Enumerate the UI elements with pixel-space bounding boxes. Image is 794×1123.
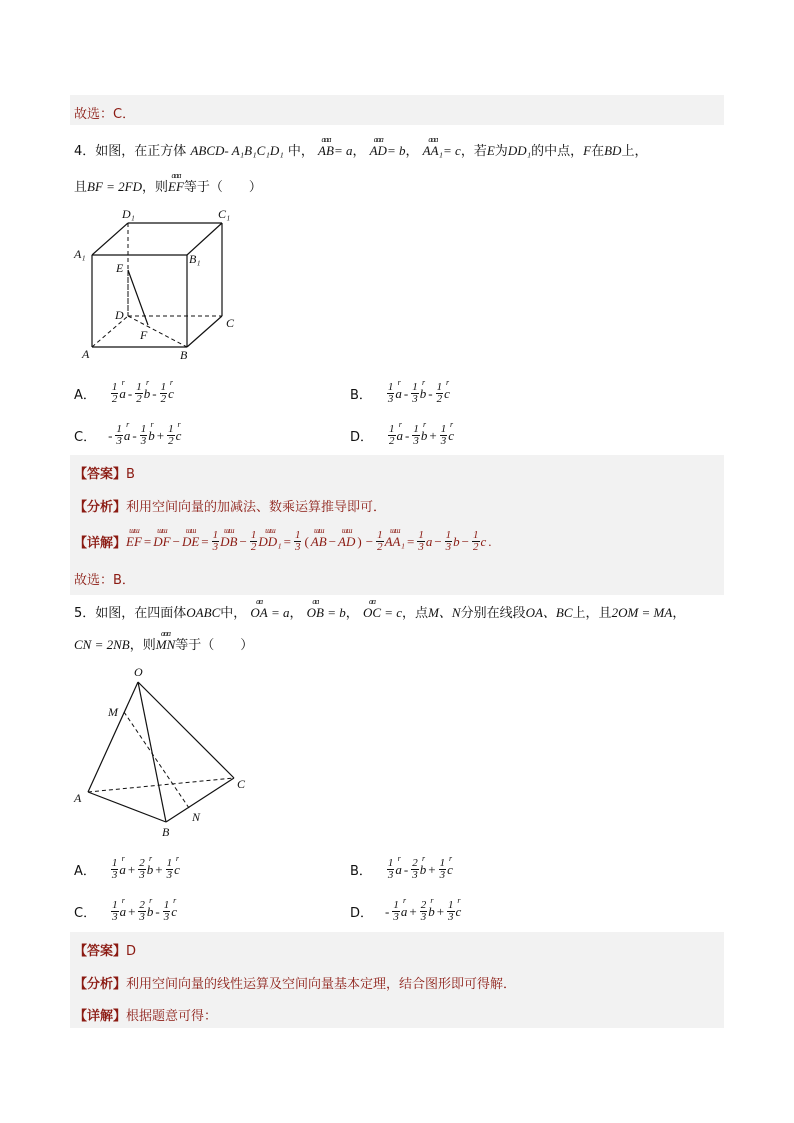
q4-stem-line1: 4．如图，在正方体 ABCD- A₁B₁C₁D₁ 中， ɑɑɑ AB= a， ɑɑɑ AD= b， ɑɑɑ AA₁= c，若E为DD₁的中点，F在BD上， [74,135,648,159]
option-label: B． [350,388,372,403]
label-b: B [180,348,188,362]
q4-condition: BF = 2FD [87,179,142,194]
label-c: C [237,777,246,791]
q4-answer: 【答案】B [74,467,135,482]
q5-analysis: 【分析】利用空间向量的线性运算及空间向量基本定理，结合图形即可得解． [74,977,517,992]
q5-option-1[interactable]: B． $\frac{1}{3}$ r a - $\frac{2}{3}$ r b + $\frac{1}{3}$ r c [350,853,453,881]
q4-detail: 【详解】 ɯɯ EF = ɯɯ DF − ɯɯ DE = $\frac{1}{3}$ ɯɯ DB − $\frac{1}{2}$ ɯɯ DD₁ = $\frac{1}{3}$ ( ɯɯ AB − ɯɯ AD ) − $\frac{1}{2}$ ɯɯ AA₁ = $\frac{1}{3}$ a − $\frac{1}{3}$ b − $\frac{1}{2}$ c . [74,525,492,553]
label-o: O [134,665,143,679]
label-f: F [140,328,148,342]
option-label: A． [74,388,96,403]
q4-vector-aa1: ɑɑɑ AA₁ [422,135,444,158]
cube-figure [72,205,242,365]
label-d1: D₁ [122,207,135,221]
option-label: D． [350,906,374,921]
label-n: N [192,810,201,824]
q5-stem-line2: CN = 2NB，则 ɑɑɑ MN等于（ ） [74,629,254,653]
q4-option-0[interactable]: A． $\frac{1}{2}$ r a - $\frac{1}{2}$ r b - $\frac{1}{2}$ r c [74,377,174,405]
label-c: C [226,316,235,330]
q5-vector-ob: ɑɑ OB [306,597,325,620]
q4-cube-name: ABCD- A₁B₁C₁D₁ [190,143,284,158]
q5-vector-oa: ɑɑ OA [250,597,268,620]
q4-option-2[interactable]: C． - $\frac{1}{3}$ r a - $\frac{1}{3}$ r b + $\frac{1}{2}$ r c [74,419,182,447]
label-a: A [74,791,82,805]
q5-answer: 【答案】D [74,944,137,959]
q4-vector-ef: ɑɑɑ EF [168,171,184,194]
label-a: A [82,347,90,361]
label-d: D [115,308,124,322]
tetrahedron-figure [70,660,260,840]
q4-vector-ab: ɑɑɑ AB [318,135,334,158]
label-m: M [108,705,118,719]
q4-option-3[interactable]: D． $\frac{1}{2}$ r a - $\frac{1}{3}$ r b + $\frac{1}{3}$ r c [350,419,454,447]
q5-detail: 【详解】根据题意可得： [74,1009,218,1024]
q4-final-choice: 故选：B． [74,573,135,588]
option-label: B． [350,864,372,879]
q5-vector-mn: ɑɑɑ MN [155,629,176,652]
option-label: C． [74,906,97,921]
prev-choice-text: 故选：C． [74,107,136,122]
q4-stem-line2: 且BF = 2FD，则 ɑɑɑ EF等于（ ） [74,171,262,195]
q4-number: 4． [74,144,96,159]
label-b: B [162,825,170,839]
label-c1: C₁ [218,207,231,221]
q5-option-0[interactable]: A． $\frac{1}{3}$ r a + $\frac{2}{3}$ r b + $\frac{1}{3}$ r c [74,853,180,881]
q4-option-1[interactable]: B． $\frac{1}{3}$ r a - $\frac{1}{3}$ r b - $\frac{1}{2}$ r c [350,377,450,405]
q5-vector-oc: ɑɑ OC [362,597,381,620]
q4-analysis: 【分析】利用空间向量的加减法、数乘运算推导即可． [74,500,387,515]
q5-option-3[interactable]: D． - $\frac{1}{3}$ r a + $\frac{2}{3}$ r b + $\frac{1}{3}$ r c [350,895,462,923]
q5-number: 5． [74,606,96,621]
option-label: A． [74,864,96,879]
q5-option-2[interactable]: C． $\frac{1}{3}$ r a + $\frac{2}{3}$ r b - $\frac{1}{3}$ r c [74,895,178,923]
q5-stem-line1: 5．如图，在四面体OABC中， ɑɑ OA = a， ɑɑ OB = b， ɑɑ OC = c，点M、N分别在线段OA、BC上，且2OM = MA， [74,597,686,621]
label-b1: B₁ [189,252,201,266]
option-label: D． [350,430,374,445]
q4-vector-ad: ɑɑɑ AD [369,135,387,158]
answer-band-prev [70,95,724,125]
option-label: C． [74,430,97,445]
label-a1: A₁ [74,247,86,261]
label-e: E [116,261,124,275]
